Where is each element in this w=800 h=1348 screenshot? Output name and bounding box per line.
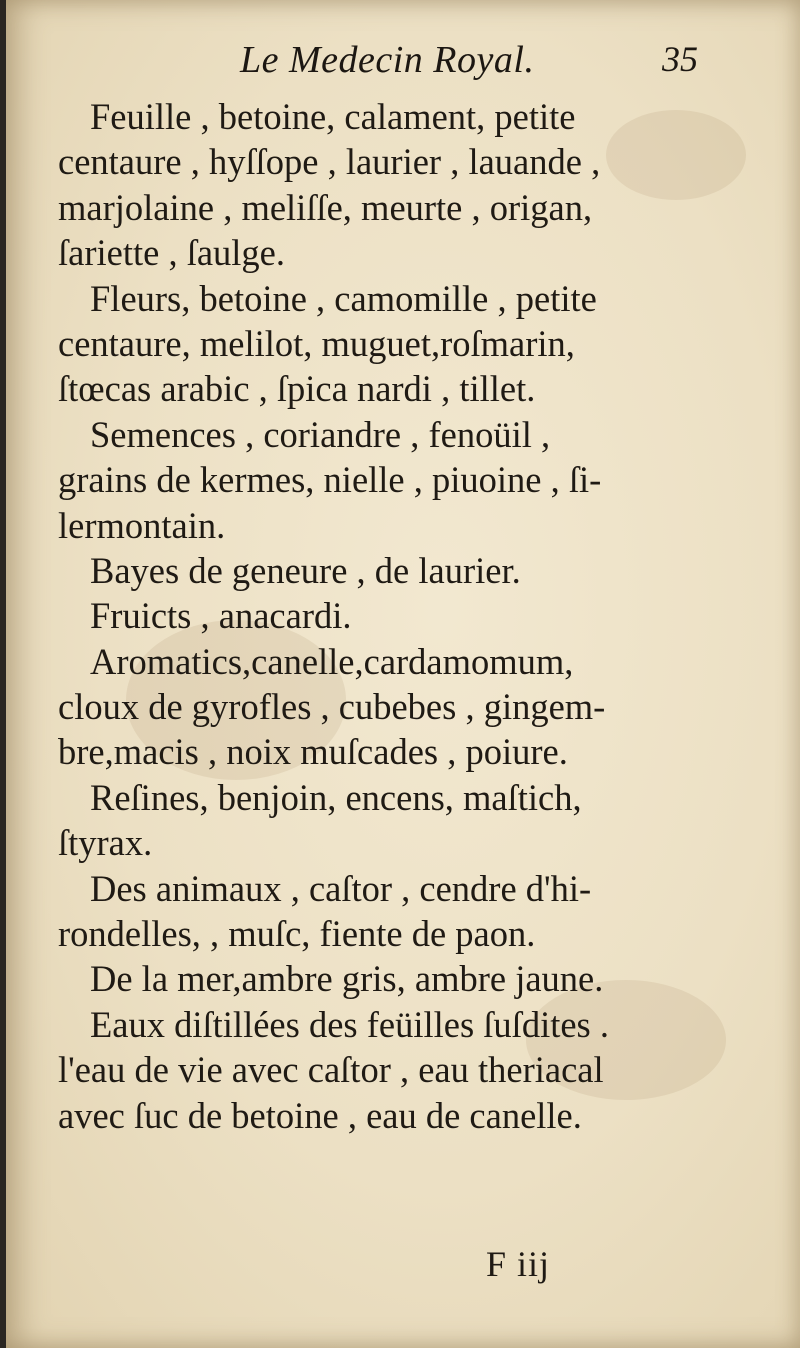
- running-title: Le Medecin Royal.: [240, 39, 535, 81]
- text-line: rondelles, , muſc, fiente de paon.: [58, 913, 536, 955]
- text-line: ſtœcas arabic , ſpica nardi , tillet.: [58, 368, 536, 410]
- signature-mark: F iij: [486, 1244, 551, 1284]
- text-line: cloux de gyrofles , cubebes , gingem-: [58, 686, 606, 728]
- text-line: centaure, melilot, muguet,roſmarin,: [58, 322, 575, 364]
- book-page: [6, 0, 800, 1348]
- text-line: Des animaux , caſtor , cendre d'hi-: [90, 867, 592, 909]
- text-line: Fleurs, betoine , camomille , petite: [90, 277, 597, 319]
- text-line: avec ſuc de betoine , eau de canelle.: [58, 1094, 582, 1136]
- text-line: De la mer,ambre gris, ambre jaune.: [90, 958, 604, 1000]
- text-line: grains de kermes, nielle , piuoine , ſi-: [58, 459, 602, 501]
- text-line: marjolaine , meliſſe, meurte , origan,: [58, 186, 593, 228]
- text-line: l'eau de vie avec caſtor , eau theriacal: [58, 1049, 604, 1091]
- text-line: Bayes de geneure , de laurier.: [90, 549, 521, 591]
- text-line: Eaux diſtillées des feüilles ſuſdites .: [90, 1003, 610, 1045]
- text-line: ſtyrax.: [58, 822, 153, 864]
- page-header: [6, 38, 800, 88]
- text-line: centaure , hyſſope , laurier , lauande ,: [58, 141, 601, 183]
- text-line: Aromatics,canelle,cardamomum,: [90, 640, 574, 682]
- text-line: Feuille , betoine, calament, petite: [90, 96, 576, 137]
- text-line: ſariette , ſaulge.: [58, 232, 286, 274]
- text-line: Fruicts , anacardi.: [90, 595, 352, 637]
- page-number: 35: [662, 39, 698, 79]
- text-line: bre,macis , noix muſcades , poiure.: [58, 731, 568, 773]
- text-line: Semences , coriandre , fenoüil ,: [90, 413, 551, 455]
- body-text: [58, 94, 708, 1138]
- text-line: Reſines, benjoin, encens, maſtich,: [90, 776, 582, 818]
- text-line: lermontain.: [58, 504, 226, 546]
